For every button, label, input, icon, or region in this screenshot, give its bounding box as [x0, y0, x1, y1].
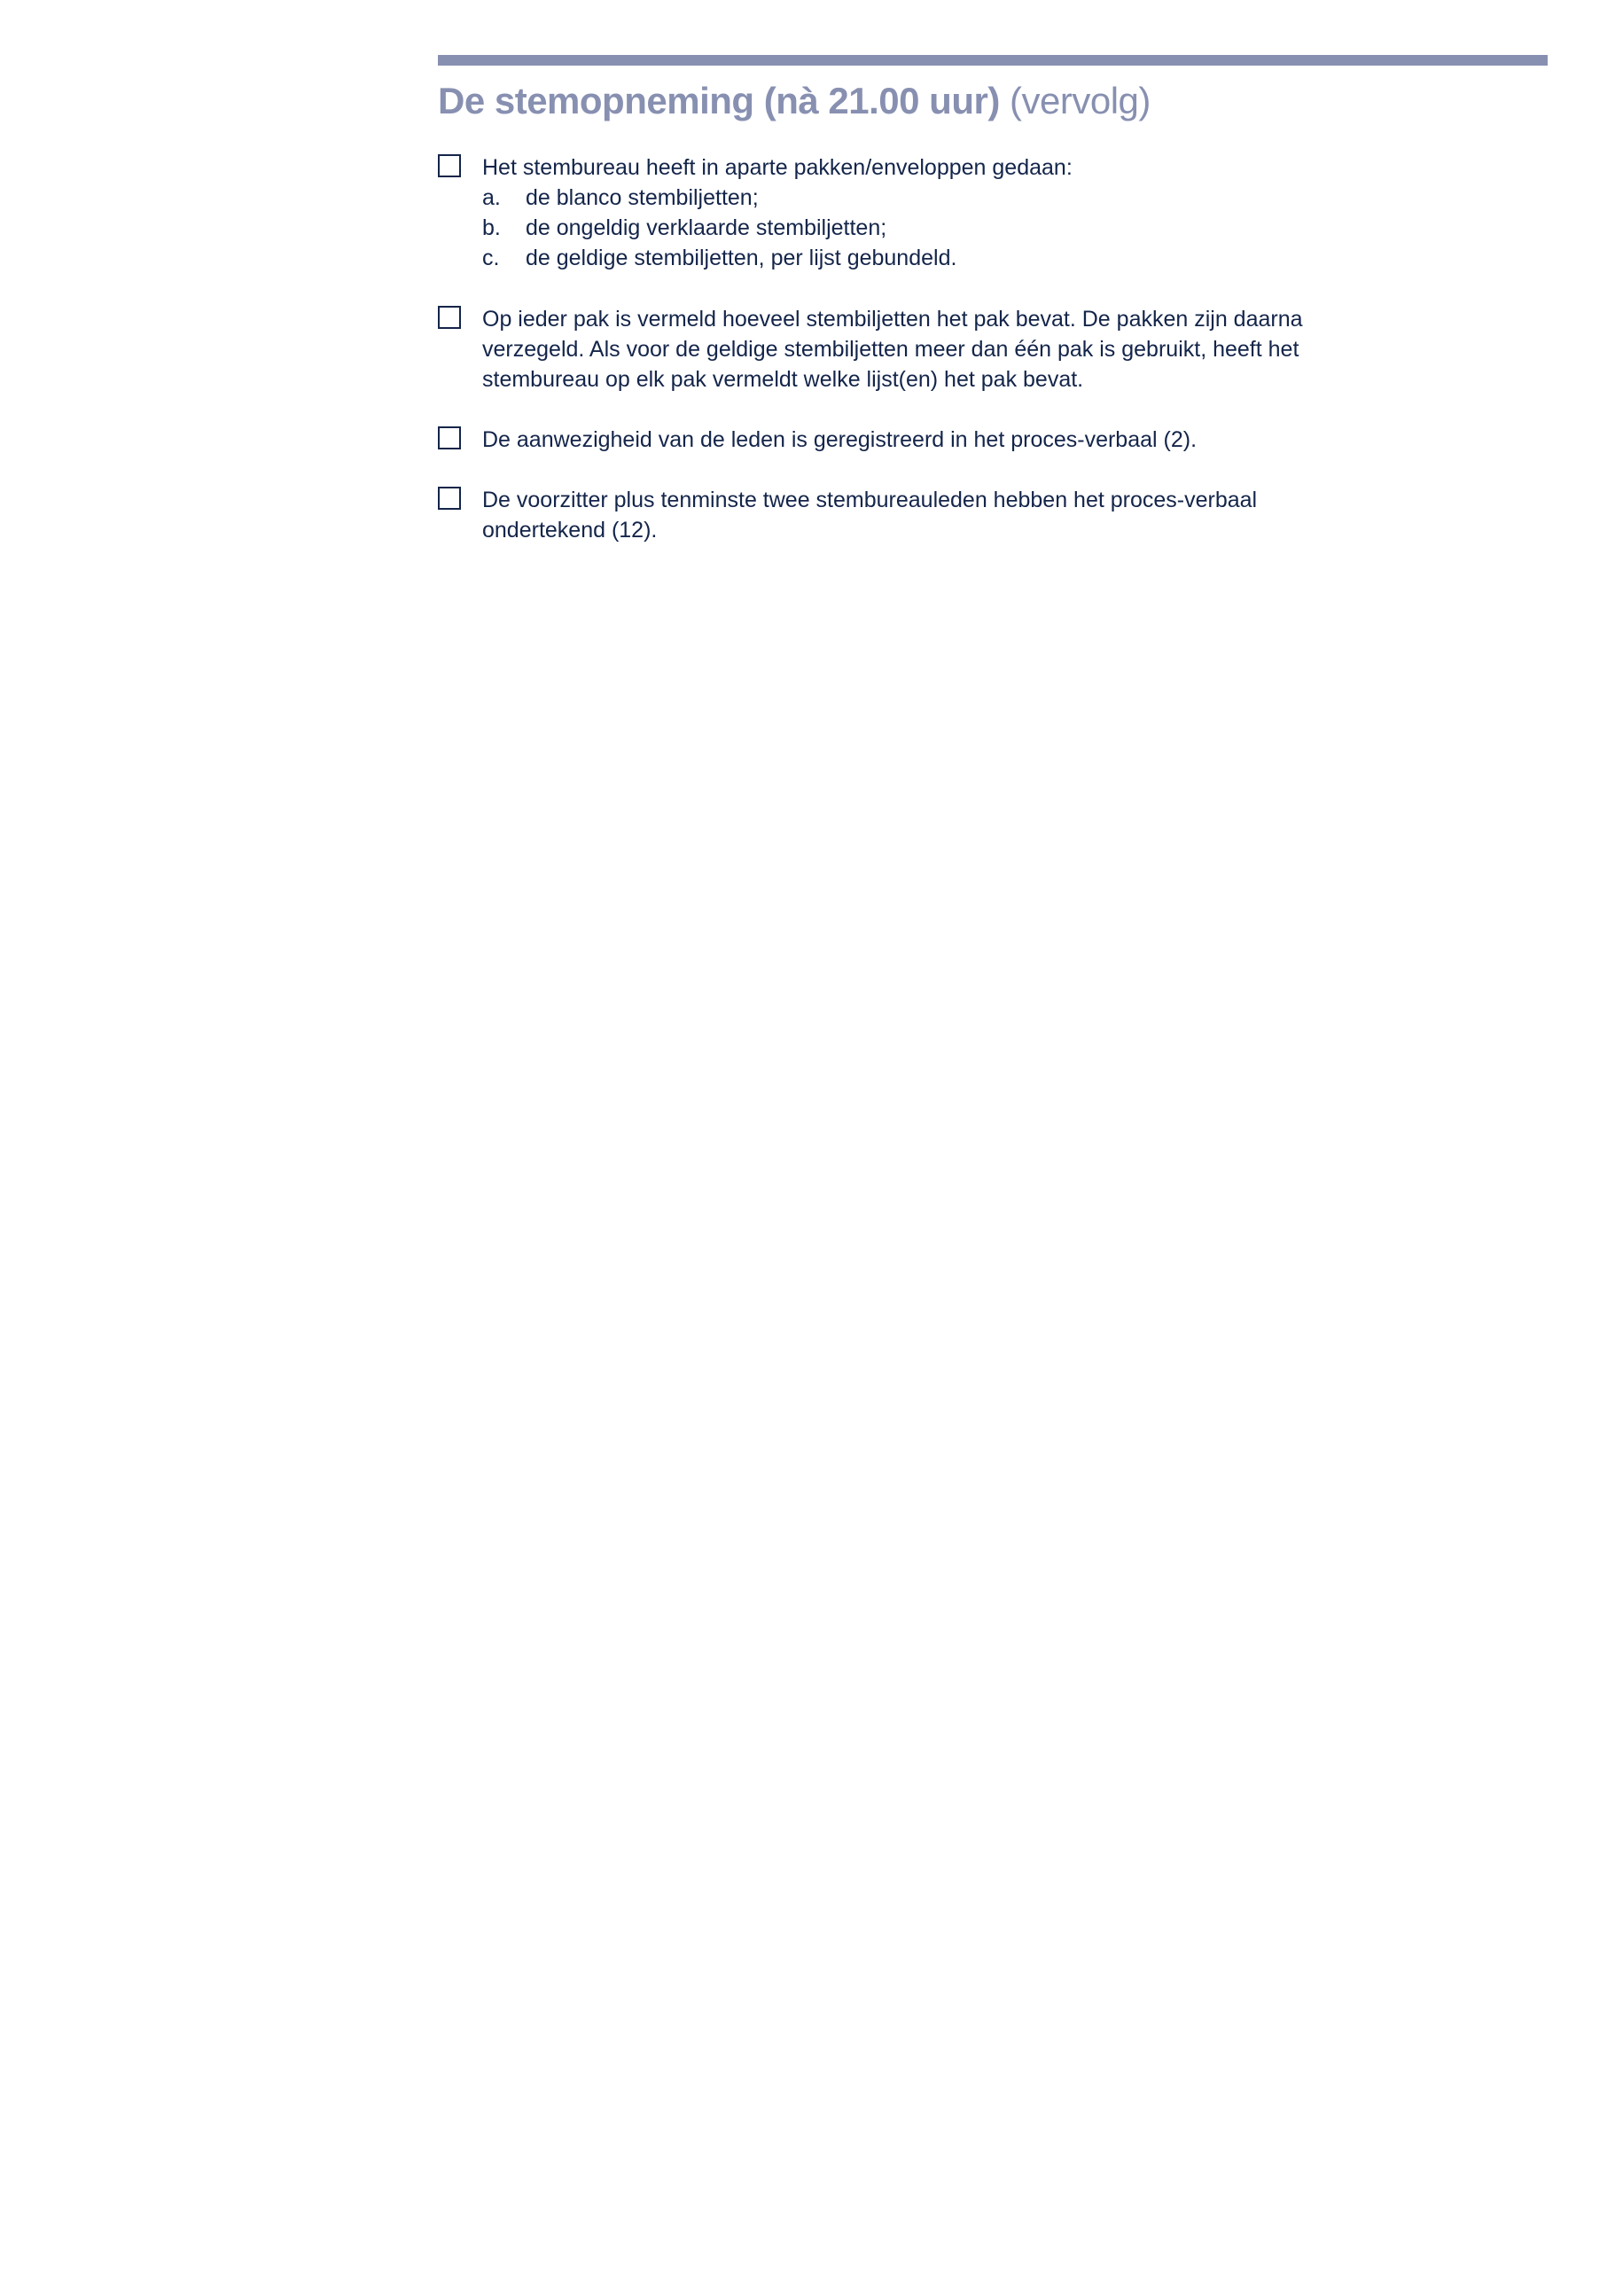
- page-title: [438, 80, 1151, 122]
- item-text: stembureau op elk pak vermeldt welke lijst(en) het pak bevat.: [482, 367, 1084, 392]
- item-text: De aanwezigheid van de leden is geregistreerd in het proces-verbaal (2).: [482, 427, 1198, 452]
- item-text: Op ieder pak is vermeld hoeveel stembiljetten het pak bevat. De pakken zijn daarna: [482, 307, 1303, 332]
- subitem-letter: b.: [482, 215, 501, 240]
- checkbox[interactable]: [438, 487, 461, 510]
- item-text: ondertekend (12).: [482, 518, 658, 543]
- item-text: Het stembureau heeft in aparte pakken/enveloppen gedaan:: [482, 155, 1073, 180]
- checkbox[interactable]: [438, 306, 461, 329]
- subitem-text: de blanco stembiljetten;: [526, 185, 759, 210]
- item-text: De voorzitter plus tenminste twee stembureauleden hebben het proces-verbaal: [482, 488, 1258, 512]
- title-time: (nà 21.00 uur): [763, 80, 1000, 121]
- section-header-bar: [438, 55, 1548, 66]
- subitem-text: de geldige stembiljetten, per lijst gebundeld.: [526, 246, 957, 270]
- title-suffix: (vervolg): [1010, 80, 1151, 121]
- title-main: De stemopneming: [438, 80, 754, 121]
- subitem-c: [482, 243, 1073, 273]
- item-text: verzegeld. Als voor de geldige stembiljetten meer dan één pak is gebruikt, heeft het: [482, 337, 1299, 362]
- checkbox[interactable]: [438, 426, 461, 449]
- checkbox[interactable]: [438, 154, 461, 177]
- subitem-b: [482, 213, 1073, 243]
- subitem-letter: a.: [482, 185, 501, 210]
- subitem-text: de ongeldig verklaarde stembiljetten;: [526, 215, 887, 240]
- subitem-letter: c.: [482, 246, 500, 270]
- subitem-a: [482, 183, 1073, 213]
